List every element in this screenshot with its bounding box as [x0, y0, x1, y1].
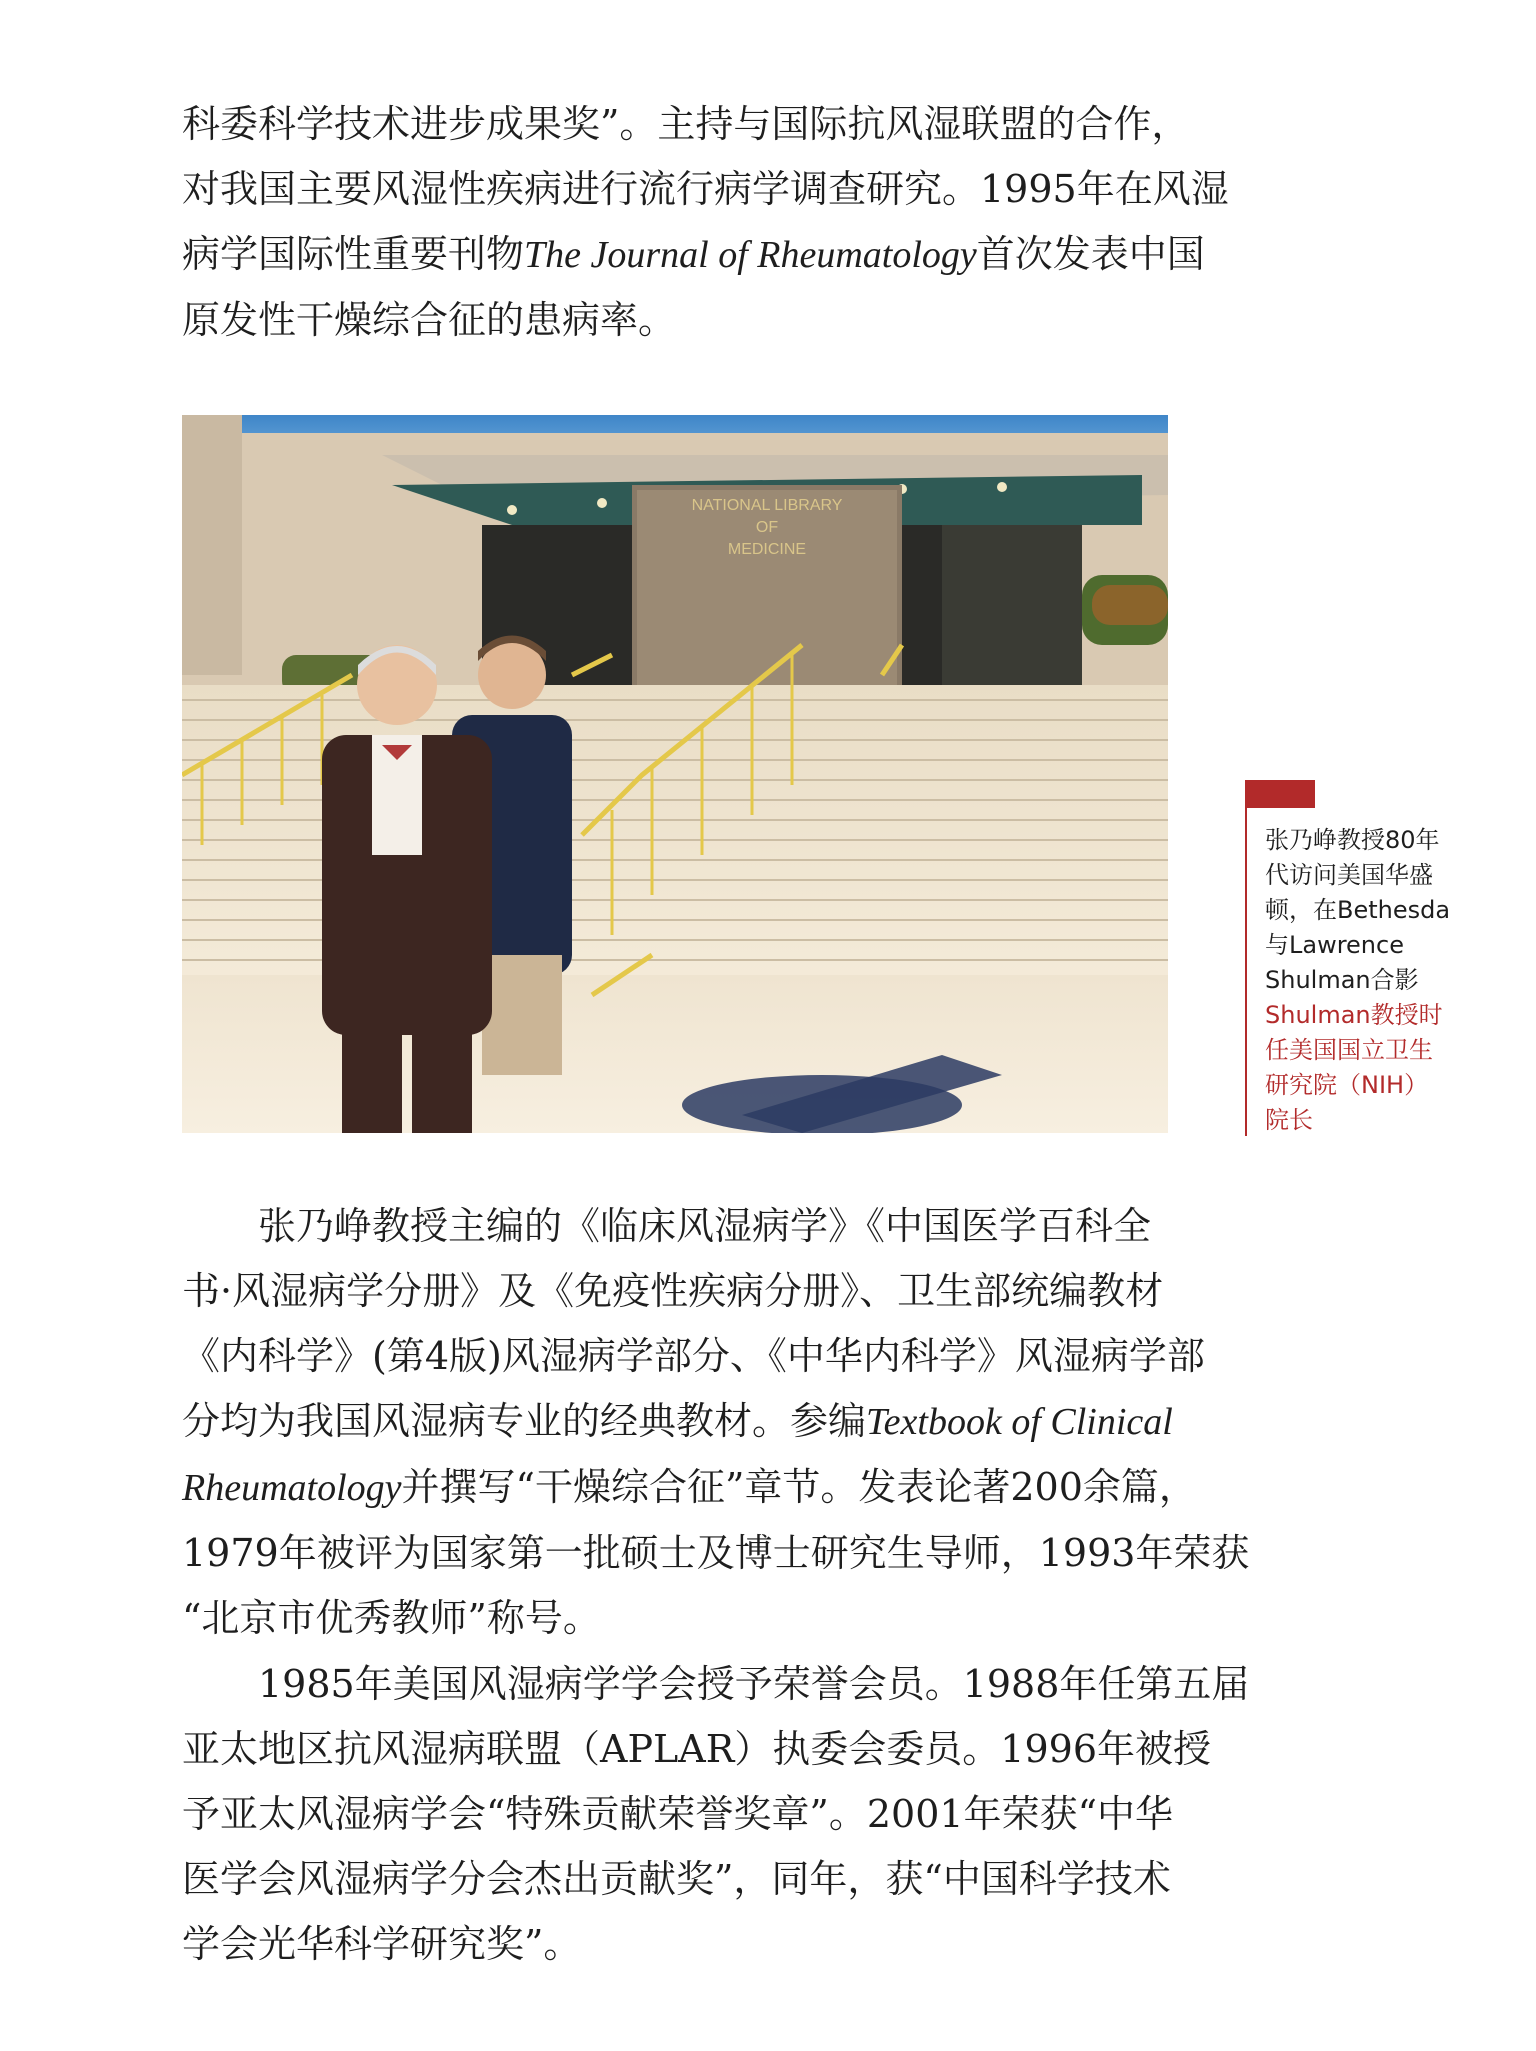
caption-line: 顿，在Bethesda [1265, 896, 1451, 924]
text-line: 亚太地区抗风湿病联盟（APLAR）执委会委员。1996年被授 [182, 1727, 1212, 1771]
body-paragraph-2 [182, 1652, 1250, 1977]
book-title-part: Textbook of Clinical [866, 1401, 1173, 1443]
caption-line: 张乃峥教授80年 [1265, 826, 1440, 854]
text-line: 1985年美国风湿病学学会授予荣誉会员。1988年任第五届 [258, 1662, 1250, 1706]
caption-accent-bar [1245, 780, 1315, 808]
text-line: 原发性干燥综合征的患病率。 [182, 298, 677, 342]
book-title-part: Rheumatology [182, 1467, 402, 1509]
text-line [182, 1389, 1173, 1455]
text-line: 科委科学技术进步成果奖”。主持与国际抗风湿联盟的合作， [182, 102, 1190, 146]
sign-line-1: NATIONAL LIBRARY [691, 497, 843, 514]
caption-line-highlight: 院长 [1265, 1106, 1313, 1134]
text-line: 书·风湿病学分册》及《免疫性疾病分册》、卫生部统编教材 [182, 1269, 1164, 1313]
text-line: “北京市优秀教师”称号。 [182, 1596, 601, 1640]
top-paragraph [182, 92, 1229, 353]
caption-line: 与Lawrence [1265, 931, 1404, 959]
photo-national-library-of-medicine [182, 415, 1168, 1133]
text-fragment: 分均为我国风湿病专业的经典教材。参编 [182, 1399, 867, 1443]
caption-line-highlight: 研究院（NIH） [1265, 1071, 1429, 1099]
text-line: 学会光华科学研究奖”。 [182, 1922, 582, 1966]
text-line [182, 222, 1205, 288]
sign-line-2: OF [755, 519, 779, 536]
caption-line-highlight: 任美国国立卫生 [1265, 1036, 1433, 1064]
sign-line-3: MEDICINE [727, 541, 807, 558]
caption-rule [1245, 780, 1247, 1136]
journal-title: The Journal of Rheumatology [524, 234, 977, 276]
text-line: 《内科学》(第4版)风湿病学部分、《中华内科学》风湿病学部 [182, 1334, 1205, 1378]
text-fragment: 并撰写“干燥综合征”章节。发表论著200余篇， [401, 1465, 1197, 1509]
caption-line-highlight: Shulman教授时 [1265, 1001, 1443, 1029]
text-line: 予亚太风湿病学会“特殊贡献荣誉奖章”。2001年荣获“中华 [182, 1792, 1173, 1836]
text-fragment: 病学国际性重要刊物 [182, 232, 525, 276]
text-line: 医学会风湿病学分会杰出贡献奖”，同年，获“中国科学技术 [182, 1857, 1171, 1901]
text-fragment: 首次发表中国 [976, 232, 1205, 276]
text-line: 张乃峥教授主编的《临床风湿病学》《中国医学百科全 [258, 1204, 1152, 1248]
text-line [182, 1455, 1197, 1521]
text-line: 1979年被评为国家第一批硕士及博士研究生导师，1993年荣获 [182, 1531, 1250, 1575]
photo-caption [1265, 823, 1485, 1138]
caption-line: 代访问美国华盛 [1265, 861, 1433, 889]
text-line: 对我国主要风湿性疾病进行流行病学调查研究。1995年在风湿 [182, 167, 1229, 211]
body-paragraph-1 [182, 1194, 1250, 1651]
caption-line: Shulman合影 [1265, 966, 1419, 994]
